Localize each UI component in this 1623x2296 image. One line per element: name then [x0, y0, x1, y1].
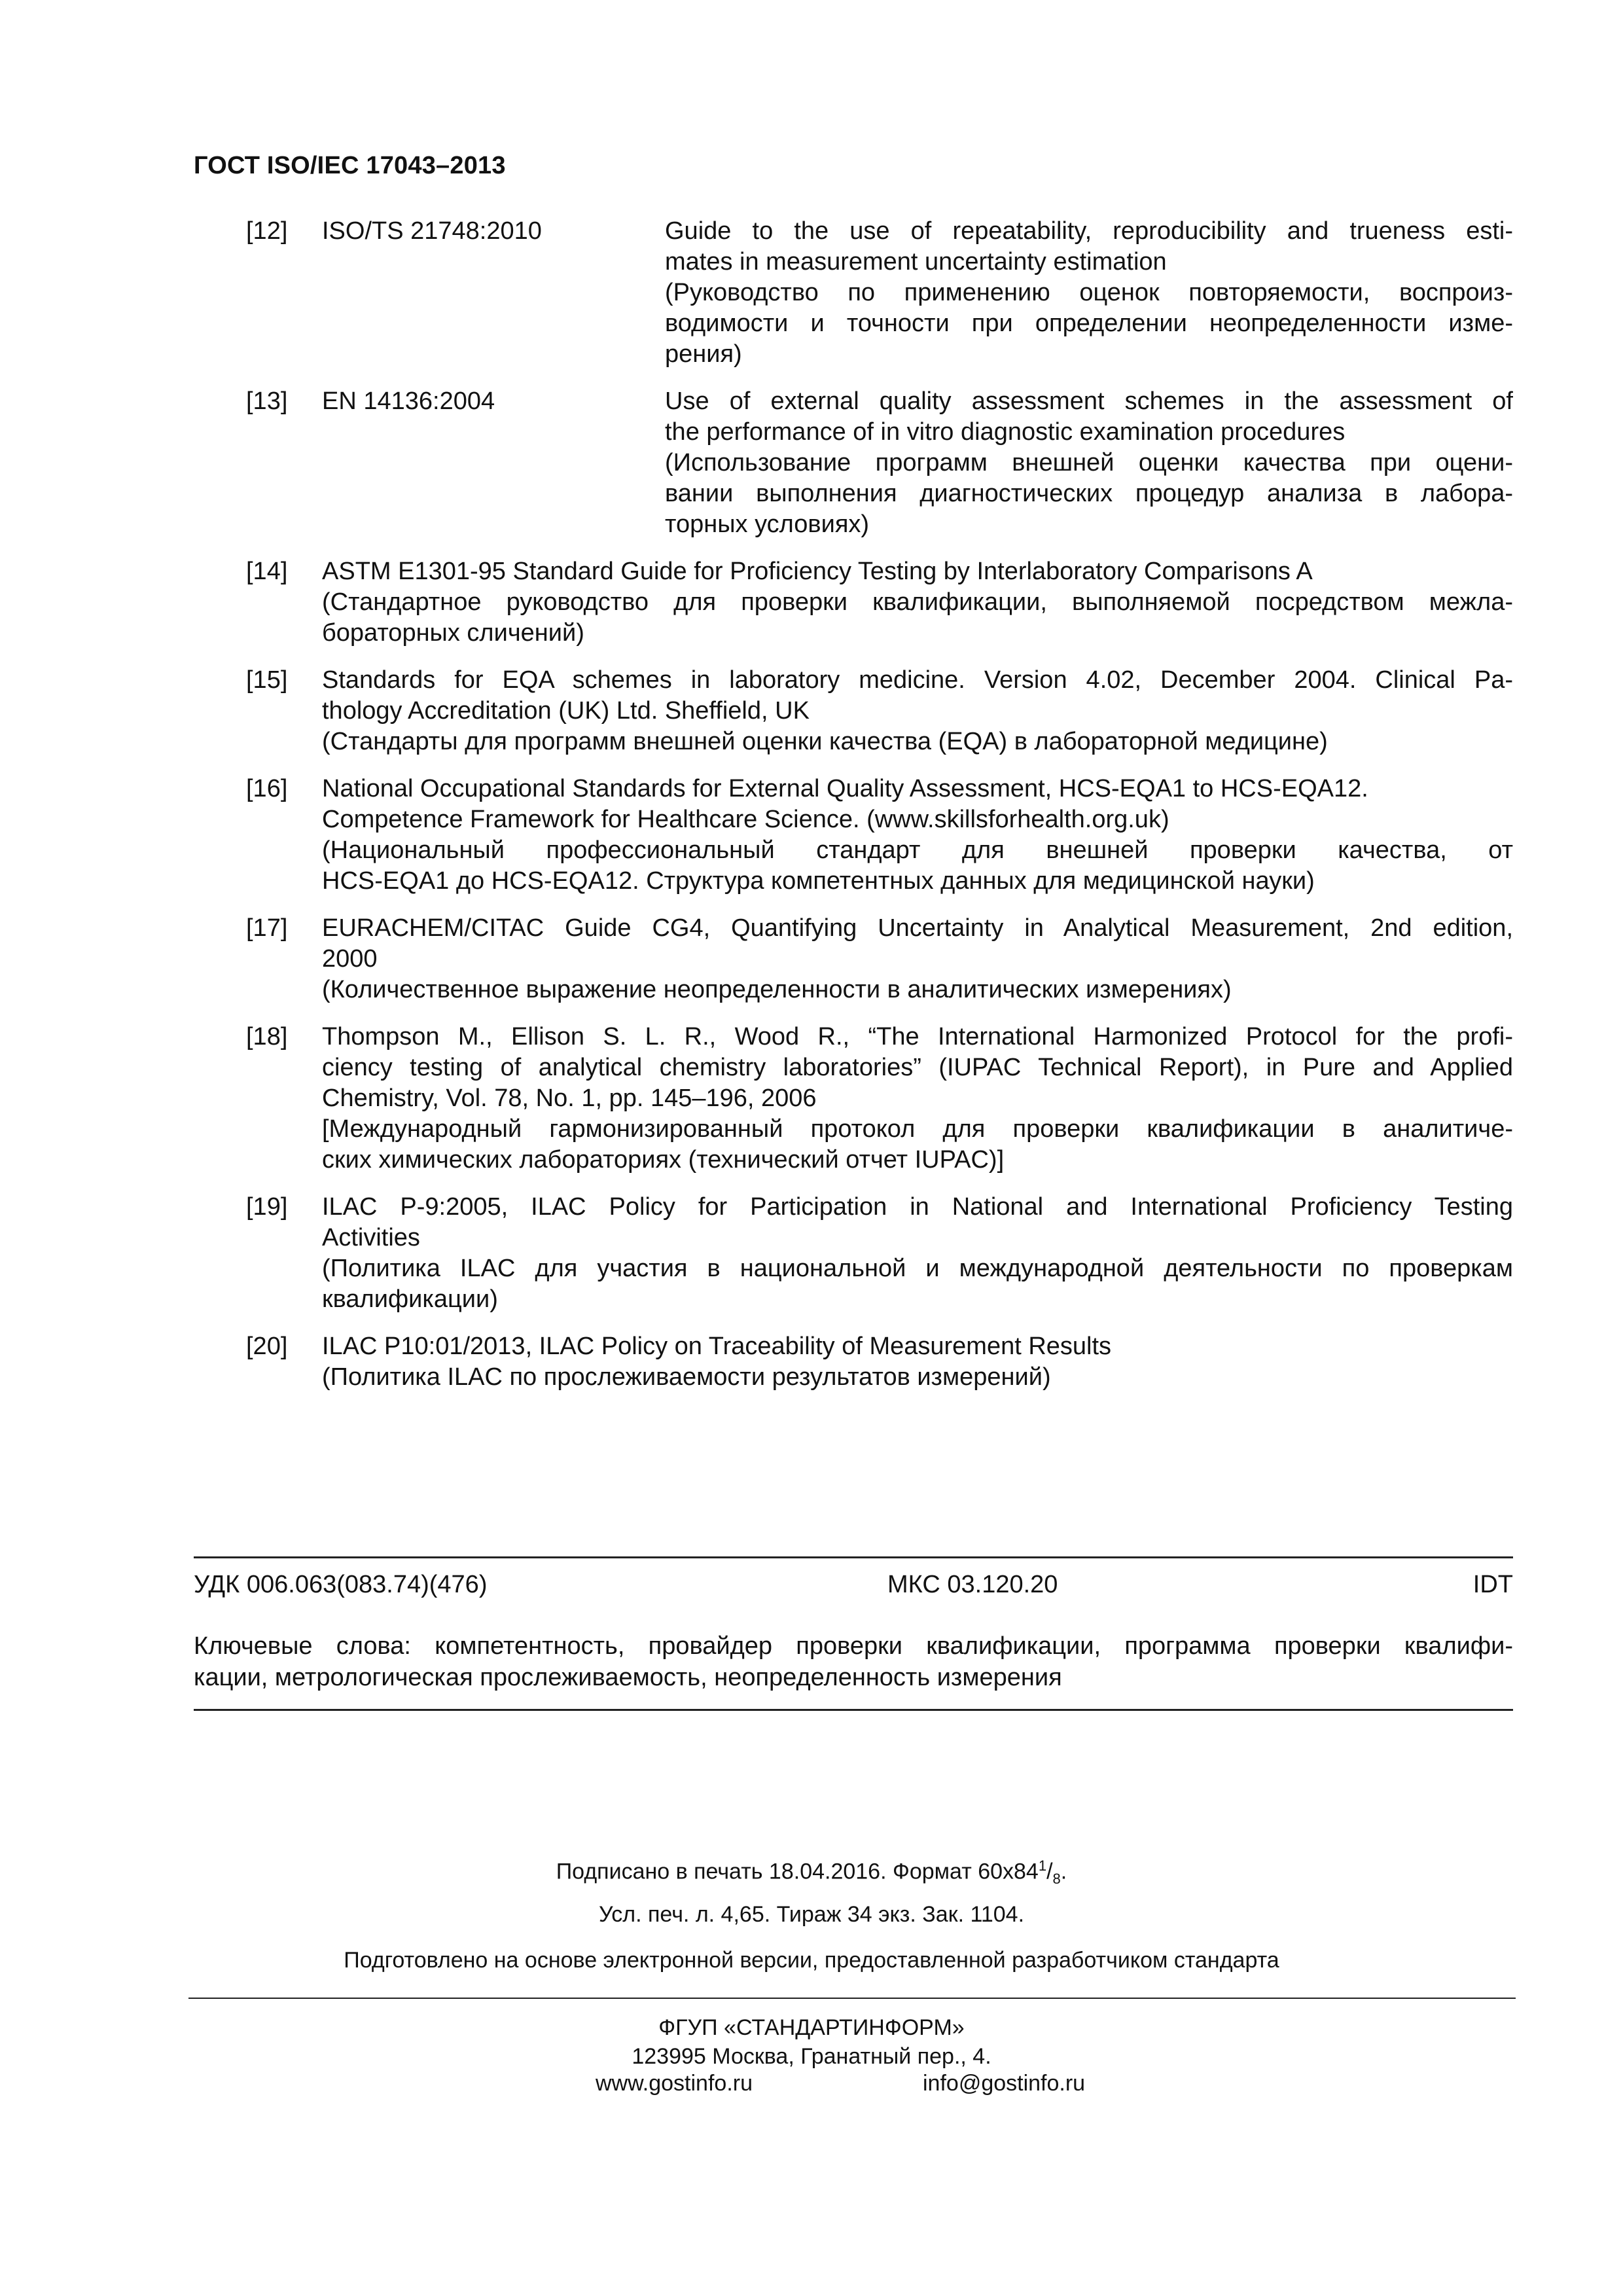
reference-line: 2000 [322, 945, 378, 973]
reference-15 [194, 665, 1513, 757]
imprint-signed: Подписано в печать 18.04.2016. Формат $60х84^1/_8$. [556, 1857, 1067, 1888]
reference-line: (Использование программ внешней оценки качества при оцени- [665, 449, 1513, 476]
reference-line: the performance of in vitro diagnostic examination procedures [665, 418, 1346, 446]
reference-line: (Национальный профессиональный стандарт для внешней проверки качества, от [322, 836, 1513, 864]
reference-17 [194, 913, 1513, 1005]
reference-line: ILAC P-9:2005, ILAC Policy for Participation in National and International Proficiency Testing [322, 1193, 1513, 1221]
reference-number: [12] [246, 217, 288, 245]
reference-line: (Количественное выражение неопределенности в аналитических измерениях) [322, 976, 1232, 1003]
reference-line: (Политика ILAC по прослеживаемости результатов измерений) [322, 1363, 1051, 1391]
publisher-address: 123995 Москва, Гранатный пер., 4. [632, 2044, 991, 2069]
reference-line: вании выполнения диагностических процедур анализа в лабора- [665, 480, 1513, 507]
reference-line: водимости и точности при определении неопределенности изме- [665, 310, 1513, 337]
reference-20 [194, 1331, 1513, 1393]
reference-line: Chemistry, Vol. 78, No. 1, pp. 145–196, 2006 [322, 1085, 817, 1112]
reference-line: National Occupational Standards for External Quality Assessment, HCS-EQA1 to HCS-EQA12. [322, 775, 1368, 802]
reference-line: Activities [322, 1224, 420, 1251]
reference-number: [18] [246, 1023, 288, 1050]
reference-number: [19] [246, 1193, 288, 1221]
reference-number: [16] [246, 775, 288, 802]
imprint-print-details: Усл. печ. л. 4,65. Тираж 34 экз. Зак. 1104. [598, 1902, 1025, 1927]
reference-line: (Политика ILAC для участия в национальной и международной деятельности по проверкам [322, 1255, 1513, 1282]
imprint-signed-text: Подписано в печать 18.04.2016. Формат 60х84 [556, 1859, 1039, 1884]
reference-line: EURACHEM/CITAC Guide CG4, Quantifying Uncertainty in Analytical Measurement, 2nd edition, [322, 914, 1513, 942]
reference-line: Use of external quality assessment schemes in the assessment of [665, 387, 1513, 415]
reference-line: HCS-EQA1 до HCS-EQA12. Структура компетентных данных для медицинской науки) [322, 867, 1315, 895]
publisher-name: ФГУП «СТАНДАРТИНФОРМ» [658, 2015, 965, 2040]
reference-line: (Стандарты для программ внешней оценки качества (EQA) в лабораторной медицине) [322, 728, 1328, 755]
reference-code: ISO/TS 21748:2010 [322, 217, 542, 245]
reference-line: торных условиях) [665, 511, 870, 538]
reference-12 [194, 216, 1513, 370]
reference-line: ciency testing of analytical chemistry laboratories” (IUPAC Technical Report), in Pure and Applied [322, 1054, 1513, 1081]
reference-line: (Стандартное руководство для проверки квалификации, выполняемой посредством межла- [322, 588, 1513, 616]
imprint-prepared-note: Подготовлено на основе электронной версии, предоставленной разработчиком стандарта [344, 1948, 1279, 1973]
divider-publisher [188, 1998, 1516, 1999]
divider-top [194, 1556, 1513, 1558]
reference-19 [194, 1192, 1513, 1315]
reference-line: квалификации) [322, 1285, 498, 1313]
reference-line: mates in measurement uncertainty estimation [665, 248, 1167, 276]
idt-label: IDT [1472, 1571, 1513, 1598]
reference-line: Guide to the use of repeatability, reproducibility and trueness esti- [665, 217, 1513, 245]
publisher-email-link[interactable]: info@gostinfo.ru [923, 2071, 1086, 2096]
reference-number: [17] [246, 914, 288, 942]
reference-line: ских химических лабораториях (технический отчет IUPAC)] [322, 1146, 1005, 1174]
reference-line: [Международный гармонизированный протокол для проверки квалификации в аналитиче- [322, 1115, 1513, 1143]
udk-code: УДК 006.063(083.74)(476) [194, 1571, 488, 1598]
reference-16 [194, 774, 1513, 897]
format-denominator: 8 [1052, 1871, 1061, 1888]
reference-line: Thompson M., Ellison S. L. R., Wood R., “The International Harmonized Protocol for the profi- [322, 1023, 1513, 1050]
references-list [194, 216, 1513, 1409]
keywords-block [194, 1630, 1513, 1693]
reference-line: Standards for EQA schemes in laboratory medicine. Version 4.02, December 2004. Clinical Pa- [322, 666, 1513, 694]
reference-number: [20] [246, 1333, 288, 1360]
reference-line: ILAC P10:01/2013, ILAC Policy on Traceability of Measurement Results [322, 1333, 1112, 1360]
reference-line: бораторных сличений) [322, 619, 584, 647]
reference-line: (Руководство по применению оценок повторяемости, воспроиз- [665, 279, 1513, 306]
reference-number: [14] [246, 558, 288, 585]
format-numerator: 1 [1038, 1857, 1047, 1874]
reference-line: рения) [665, 340, 742, 368]
keywords-line: Ключевые слова: компетентность, провайдер проверки квалификации, программа проверки квалифи- [194, 1632, 1513, 1660]
keywords-line: кации, метрологическая прослеживаемость, неопределенность измерения [194, 1664, 1062, 1691]
classification-row [194, 1571, 1513, 1604]
mks-code: МКС 03.120.20 [887, 1571, 1058, 1598]
reference-13 [194, 386, 1513, 540]
divider-bottom [194, 1709, 1513, 1711]
reference-line: thology Accreditation (UK) Ltd. Sheffield, UK [322, 697, 810, 725]
reference-number: [13] [246, 387, 288, 415]
reference-code: EN 14136:2004 [322, 387, 495, 415]
reference-line: ASTM E1301-95 Standard Guide for Proficiency Testing by Interlaboratory Comparisons A [322, 558, 1313, 585]
reference-line: Competence Framework for Healthcare Science. (www.skillsforhealth.org.uk) [322, 806, 1169, 833]
imprint-signed-suffix: . [1060, 1859, 1067, 1884]
publisher-website-link[interactable]: www.gostinfo.ru [596, 2071, 753, 2096]
reference-number: [15] [246, 666, 288, 694]
page-header-title: ГОСТ ISO/IEC 17043–2013 [194, 152, 506, 179]
reference-18 [194, 1022, 1513, 1175]
reference-14 [194, 556, 1513, 649]
